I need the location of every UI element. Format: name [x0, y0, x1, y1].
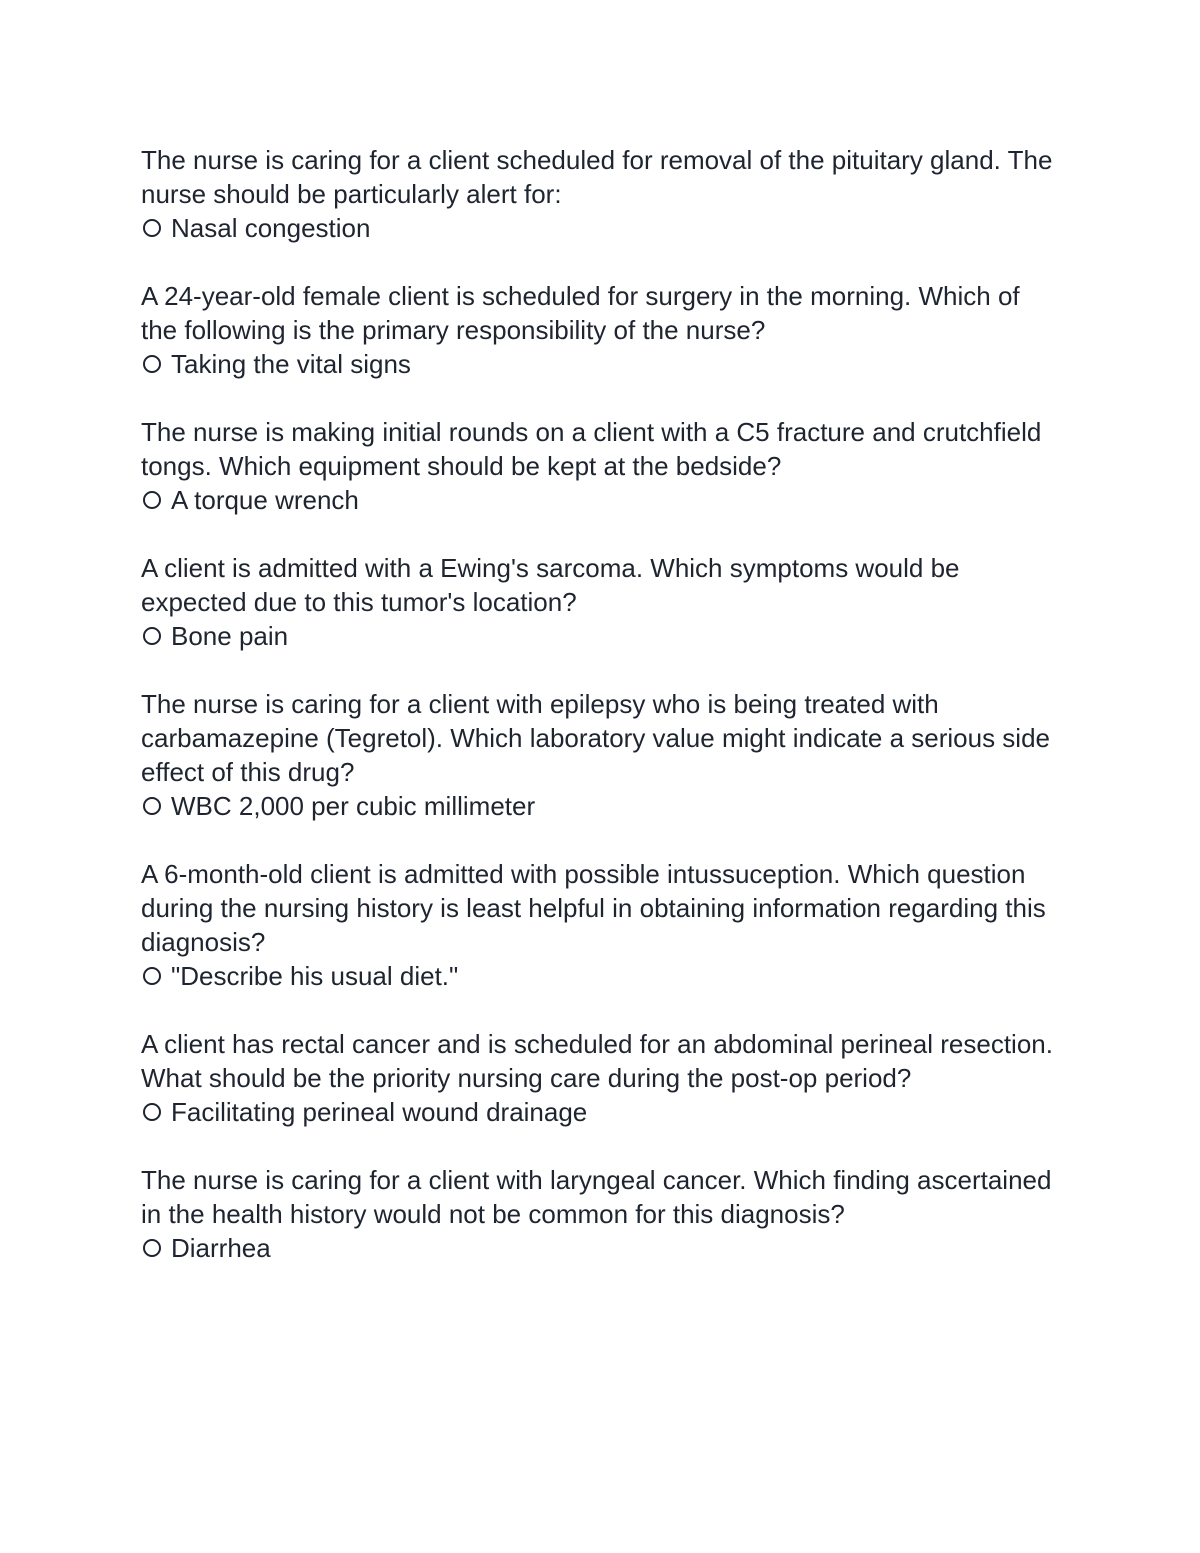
- answer-text: Taking the vital signs: [171, 349, 411, 379]
- question-text: The nurse is caring for a client with epilepsy who is being treated with carbamazepine (Tegretol). Which laboratory value might indicate a serious side effect of this drug?: [141, 689, 1050, 787]
- question-text: A 6-month-old client is admitted with possible intussuception. Which question during the nursing history is least helpful in obtaining information regarding this diagnosis?: [141, 859, 1046, 957]
- answer-text: "Describe his usual diet.": [171, 961, 459, 991]
- radio-circle-icon: [143, 967, 161, 985]
- question-text: The nurse is caring for a client scheduled for removal of the pituitary gland. The nurse should be particularly alert for:: [141, 145, 1053, 209]
- radio-circle-icon: [143, 627, 161, 645]
- radio-circle-icon: [143, 1239, 161, 1257]
- answer-text: WBC 2,000 per cubic millimeter: [171, 791, 536, 821]
- question-block: [141, 687, 1061, 823]
- radio-circle-icon: [143, 219, 161, 237]
- question-text: The nurse is caring for a client with laryngeal cancer. Which finding ascertained in the health history would not be common for this diagnosis?: [141, 1165, 1052, 1229]
- radio-circle-icon: [143, 797, 161, 815]
- answer-option: [141, 483, 1061, 517]
- question-block: [141, 1163, 1061, 1265]
- answer-text: Bone pain: [171, 621, 289, 651]
- question-block: [141, 143, 1061, 245]
- answer-text: Diarrhea: [171, 1233, 271, 1263]
- question-text: A 24-year-old female client is scheduled for surgery in the morning. Which of the following is the primary responsibility of the nurse?: [141, 281, 1020, 345]
- answer-option: [141, 619, 1061, 653]
- answer-option: [141, 959, 1061, 993]
- answer-text: Nasal congestion: [171, 213, 371, 243]
- question-block: [141, 857, 1061, 993]
- question-text: A client is admitted with a Ewing's sarcoma. Which symptoms would be expected due to this tumor's location?: [141, 553, 960, 617]
- radio-circle-icon: [143, 491, 161, 509]
- question-text: The nurse is making initial rounds on a client with a C5 fracture and crutchfield tongs. Which equipment should be kept at the bedside?: [141, 417, 1042, 481]
- question-block: [141, 551, 1061, 653]
- question-block: [141, 279, 1061, 381]
- question-block: [141, 1027, 1061, 1129]
- document-page: [141, 143, 1061, 1299]
- radio-circle-icon: [143, 355, 161, 373]
- answer-text: A torque wrench: [171, 485, 359, 515]
- answer-option: [141, 211, 1061, 245]
- answer-option: [141, 789, 1061, 823]
- answer-text: Facilitating perineal wound drainage: [171, 1097, 588, 1127]
- answer-option: [141, 347, 1061, 381]
- radio-circle-icon: [143, 1103, 161, 1121]
- answer-option: [141, 1231, 1061, 1265]
- question-block: [141, 415, 1061, 517]
- question-text: A client has rectal cancer and is scheduled for an abdominal perineal resection. What should be the priority nursing care during the post-op period?: [141, 1029, 1053, 1093]
- answer-option: [141, 1095, 1061, 1129]
